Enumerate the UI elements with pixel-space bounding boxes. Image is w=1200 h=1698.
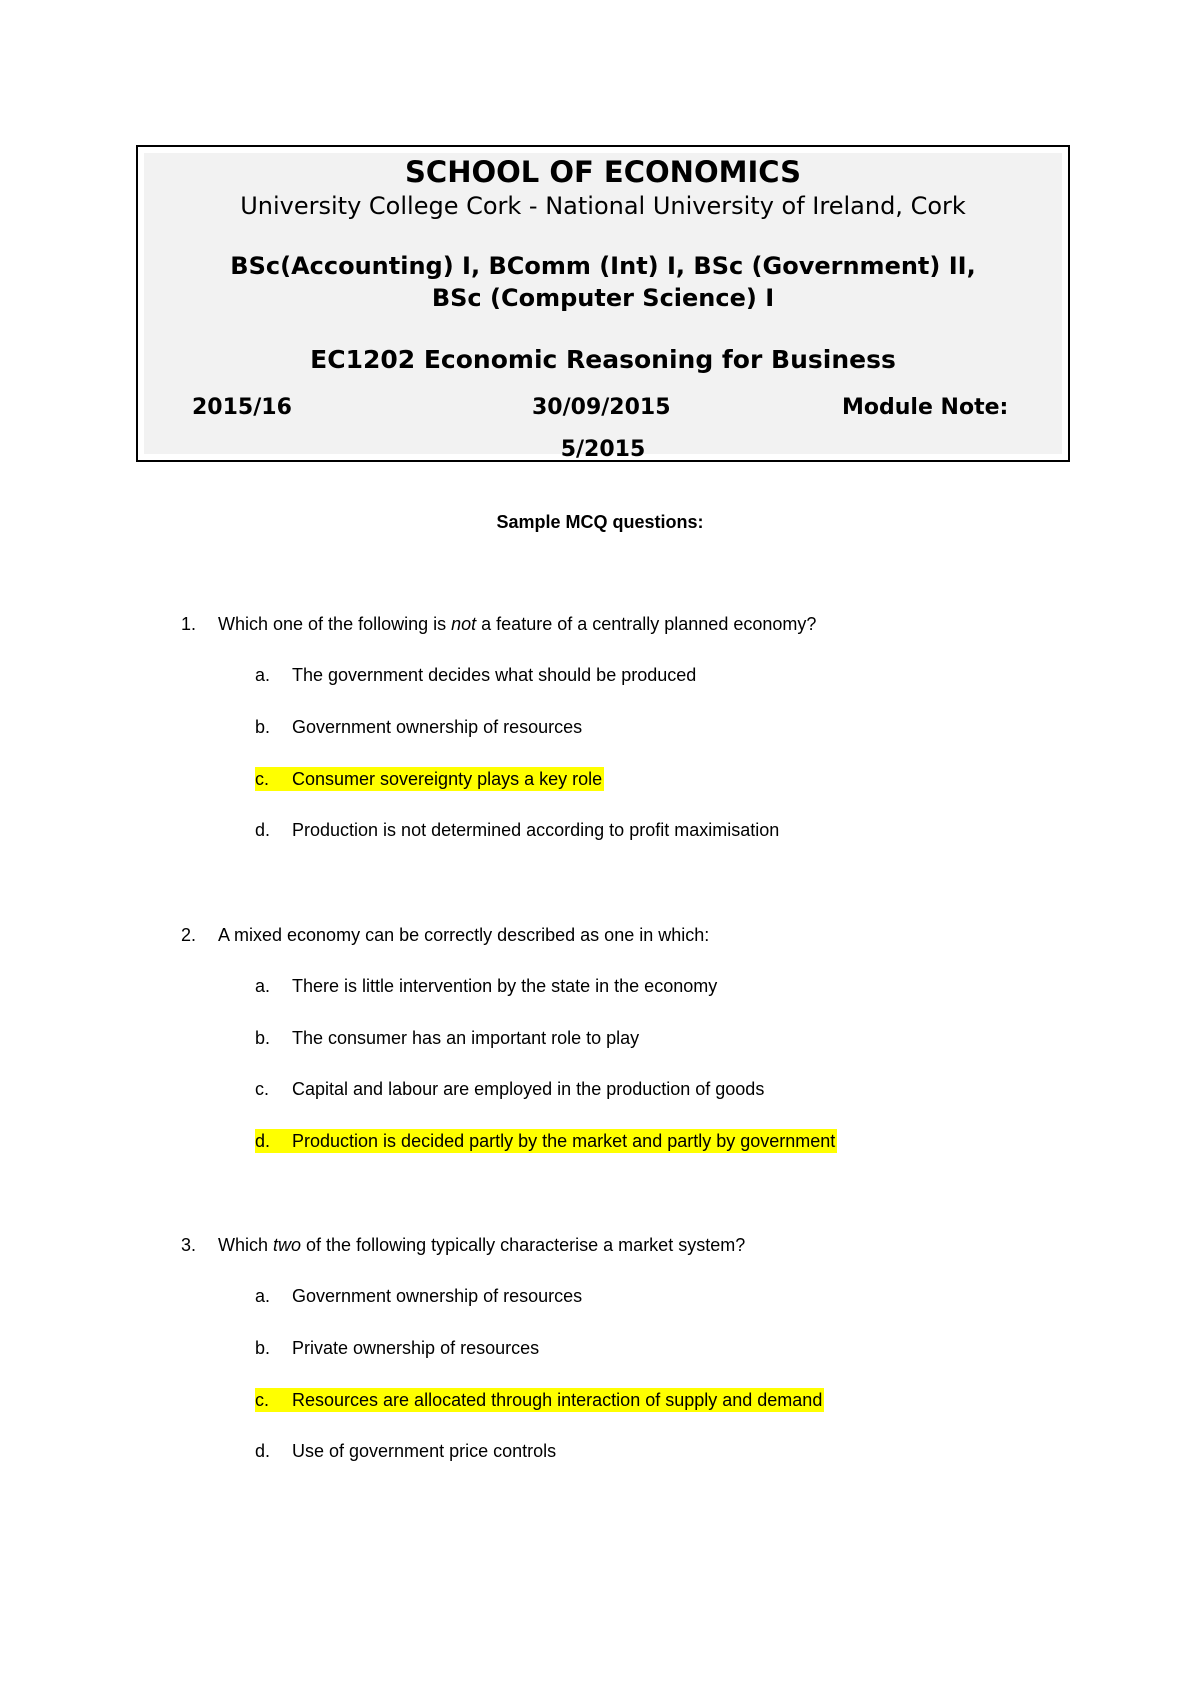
option-letter: c. — [255, 1079, 270, 1099]
question-stem — [0, 923, 1200, 947]
module-note-label: Module Note: — [842, 395, 1009, 420]
option-letter: a. — [255, 665, 271, 685]
answer-option — [0, 663, 1200, 687]
module-header-panel — [144, 153, 1062, 462]
question-text — [218, 612, 816, 636]
answer-option-content — [255, 1439, 558, 1463]
answer-option-content — [255, 1336, 541, 1360]
option-letter: d. — [255, 1131, 271, 1151]
option-letter: c. — [255, 769, 270, 789]
answer-option-content — [255, 974, 719, 998]
option-text: Consumer sovereignty plays a key role — [292, 769, 603, 789]
answer-option-content — [255, 663, 698, 687]
option-letter: a. — [255, 1286, 271, 1306]
answer-option — [0, 1439, 1200, 1463]
question-stem — [0, 1233, 1200, 1257]
answer-option-content — [255, 715, 584, 739]
answer-option — [0, 974, 1200, 998]
option-letter: b. — [255, 1338, 271, 1358]
question-number: 2. — [181, 925, 197, 945]
programme-line-2: BSc (Computer Science) I — [431, 284, 775, 312]
option-text: The government decides what should be produced — [292, 665, 697, 685]
option-letter: d. — [255, 820, 271, 840]
programme-line-1: BSc(Accounting) I, BComm (Int) I, BSc (Government) II, — [230, 252, 976, 280]
mcq-heading: Sample MCQ questions: — [496, 512, 704, 532]
answer-option-content — [255, 1077, 766, 1101]
answer-option-correct — [0, 1388, 1200, 1412]
answer-option — [0, 818, 1200, 842]
answer-option-correct — [0, 1129, 1200, 1153]
option-text: There is little intervention by the state in the economy — [292, 976, 718, 996]
answer-option-content — [255, 818, 781, 842]
option-letter: a. — [255, 976, 271, 996]
option-text: Use of government price controls — [292, 1441, 557, 1461]
question-text-emphasis: two — [273, 1235, 302, 1255]
highlighted-answer — [255, 767, 604, 791]
module-note-number: 5/2015 — [560, 437, 646, 462]
option-text: The consumer has an important role to play — [292, 1028, 640, 1048]
module-header-box — [136, 145, 1070, 462]
highlighted-answer — [255, 1388, 824, 1412]
answer-option — [0, 1026, 1200, 1050]
question-number: 1. — [181, 614, 197, 634]
option-text: Resources are allocated through interaction of supply and demand — [292, 1390, 823, 1410]
question-text-start: Which — [218, 1235, 274, 1255]
option-letter: b. — [255, 1028, 271, 1048]
option-letter: d. — [255, 1441, 271, 1461]
question-text-end: a feature of a centrally planned economy? — [476, 614, 817, 634]
answer-option — [0, 715, 1200, 739]
answer-option-content — [255, 1284, 584, 1308]
question-stem — [0, 612, 1200, 636]
question-number: 3. — [181, 1235, 197, 1255]
answer-option-content — [255, 1026, 641, 1050]
option-text: Private ownership of resources — [292, 1338, 540, 1358]
answer-option-correct — [0, 767, 1200, 791]
question-text-start: A mixed economy can be correctly described as one in which: — [218, 925, 710, 945]
answer-option — [0, 1077, 1200, 1101]
option-letter: b. — [255, 717, 271, 737]
question-text-end: of the following typically characterise a market system? — [301, 1235, 746, 1255]
option-text: Capital and labour are employed in the production of goods — [292, 1079, 765, 1099]
option-text: Production is decided partly by the market and partly by government — [292, 1131, 836, 1151]
option-text: Government ownership of resources — [292, 717, 583, 737]
answer-option — [0, 1284, 1200, 1308]
university-name: University College Cork - National University of Ireland, Cork — [240, 192, 966, 220]
programme-list — [144, 250, 1062, 314]
question-text-start: Which one of the following is — [218, 614, 452, 634]
question-text-emphasis: not — [451, 614, 477, 634]
question-text — [218, 1233, 745, 1257]
answer-option — [0, 1336, 1200, 1360]
academic-year: 2015/16 — [192, 395, 292, 420]
school-title: SCHOOL OF ECONOMICS — [405, 155, 801, 189]
option-text: Production is not determined according to profit maximisation — [292, 820, 780, 840]
module-title: EC1202 Economic Reasoning for Business — [310, 345, 896, 374]
option-letter: c. — [255, 1390, 270, 1410]
option-text: Government ownership of resources — [292, 1286, 583, 1306]
question-text — [218, 923, 709, 947]
highlighted-answer — [255, 1129, 837, 1153]
note-date: 30/09/2015 — [532, 395, 671, 420]
